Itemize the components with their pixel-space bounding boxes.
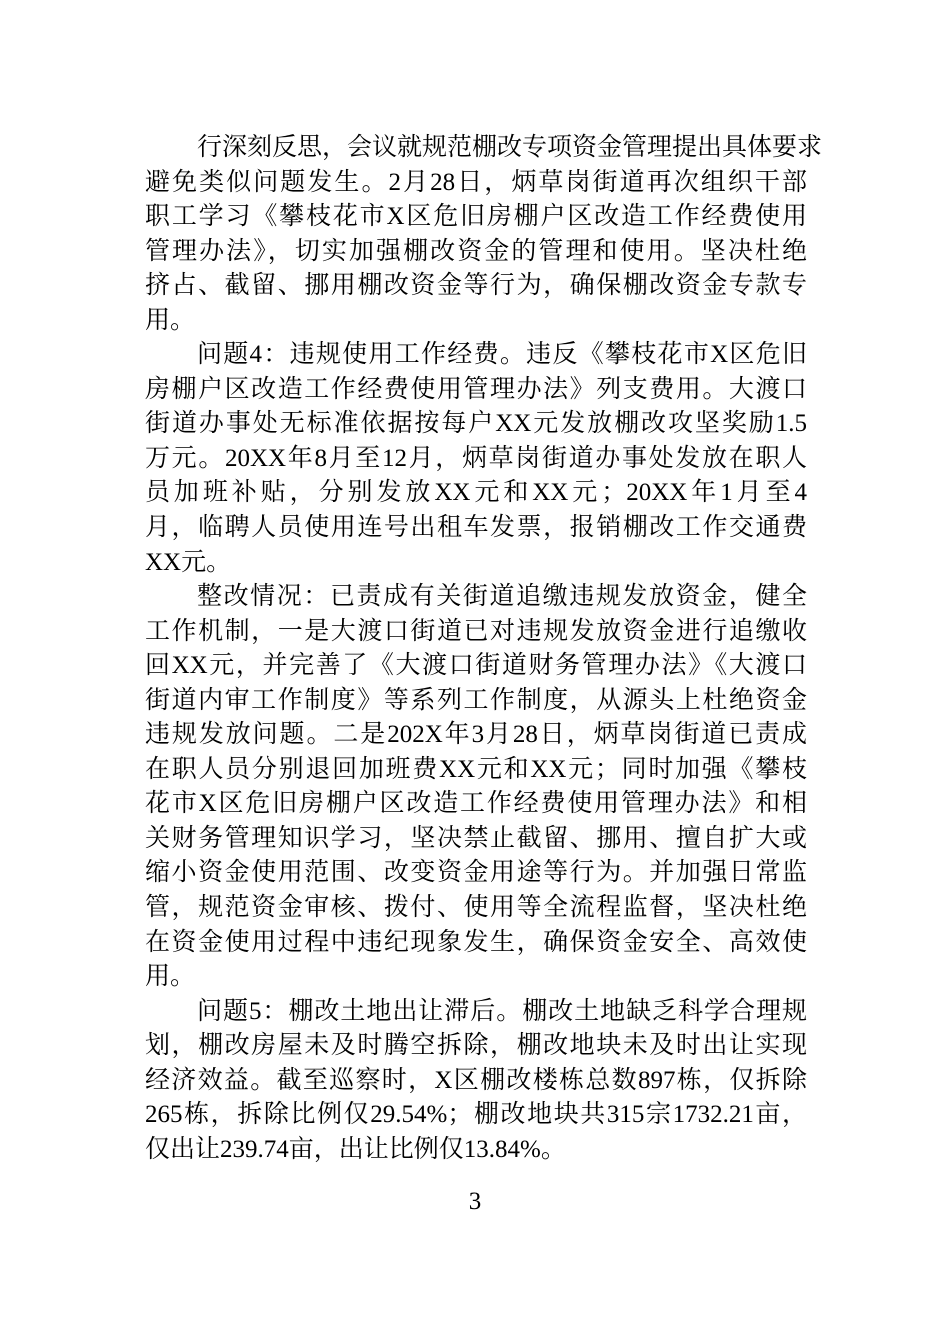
text-line: 违规发放问题。二是202X年3月28日，炳草岗街道已责成	[145, 721, 807, 749]
text-line: 整改情况：已责成有关街道追缴违规发放资金，健全	[197, 583, 807, 611]
text-line: 用。	[145, 306, 196, 334]
text-line: 月，临聘人员使用连号出租车发票，报销棚改工作交通费	[145, 514, 807, 542]
text-line: XX元。	[145, 548, 232, 576]
text-line: 经济效益。截至巡察时，X区棚改楼栋总数897栋，仅拆除	[145, 1066, 807, 1094]
text-line: 街道办事处无标准依据按每户XX元发放棚改攻坚奖励1.5	[145, 410, 807, 438]
text-line: 在职人员分别退回加班费XX元和XX元；同时加强《攀枝	[145, 755, 807, 783]
page-number: 3	[468, 1188, 482, 1215]
text-line: 仅出让239.74亩，出让比例仅13.84%。	[145, 1135, 566, 1163]
text-line: 职工学习《攀枝花市X区危旧房棚户区改造工作经费使用	[145, 203, 807, 231]
text-line: 万元。20XX年8月至12月，炳草岗街道办事处发放在职人	[145, 444, 807, 472]
text-line: 花市X区危旧房棚户区改造工作经费使用管理办法》和相	[145, 790, 807, 818]
text-line: 员加班补贴，分别发放XX元和XX元；20XX年1月至4	[145, 479, 807, 507]
paragraph	[145, 580, 807, 995]
paragraph	[145, 995, 807, 1168]
paragraph	[145, 338, 807, 580]
text-line: 关财务管理知识学习，坚决禁止截留、挪用、擅自扩大或	[145, 824, 807, 852]
text-line: 管，规范资金审核、拨付、使用等全流程监督，坚决杜绝	[145, 894, 807, 922]
text-line: 在资金使用过程中违纪现象发生，确保资金安全、高效使	[145, 928, 807, 956]
text-line: 房棚户区改造工作经费使用管理办法》列支费用。大渡口	[145, 375, 807, 403]
text-line: 问题5：棚改土地出让滞后。棚改土地缺乏科学合理规	[197, 997, 807, 1025]
text-line: 用。	[145, 963, 196, 991]
text-line: 划，棚改房屋未及时腾空拆除，棚改地块未及时出让实现	[145, 1032, 807, 1060]
text-line: 265栋，拆除比例仅29.54%；棚改地块共315宗1732.21亩，	[145, 1101, 807, 1129]
text-line: 缩小资金使用范围、改变资金用途等行为。并加强日常监	[145, 859, 807, 887]
text-line: 管理办法》，切实加强棚改资金的管理和使用。坚决杜绝	[145, 237, 807, 265]
text-line: 问题4：违规使用工作经费。违反《攀枝花市X区危旧	[197, 341, 807, 369]
paragraph	[145, 131, 823, 338]
text-line: 街道内审工作制度》等系列工作制度，从源头上杜绝资金	[145, 686, 807, 714]
text-line: 挤占、截留、挪用棚改资金等行为，确保棚改资金专款专	[145, 272, 807, 300]
text-line: 避免类似问题发生。2月28日，炳草岗街道再次组织干部	[145, 168, 807, 196]
text-line: 回XX元，并完善了《大渡口街道财务管理办法》《大渡口	[145, 652, 807, 680]
document-body	[145, 131, 823, 1167]
text-line: 工作机制，一是大渡口街道已对违规发放资金进行追缴收	[145, 617, 807, 645]
text-line: 行深刻反思，会议就规范棚改专项资金管理提出具体要求	[197, 134, 823, 161]
